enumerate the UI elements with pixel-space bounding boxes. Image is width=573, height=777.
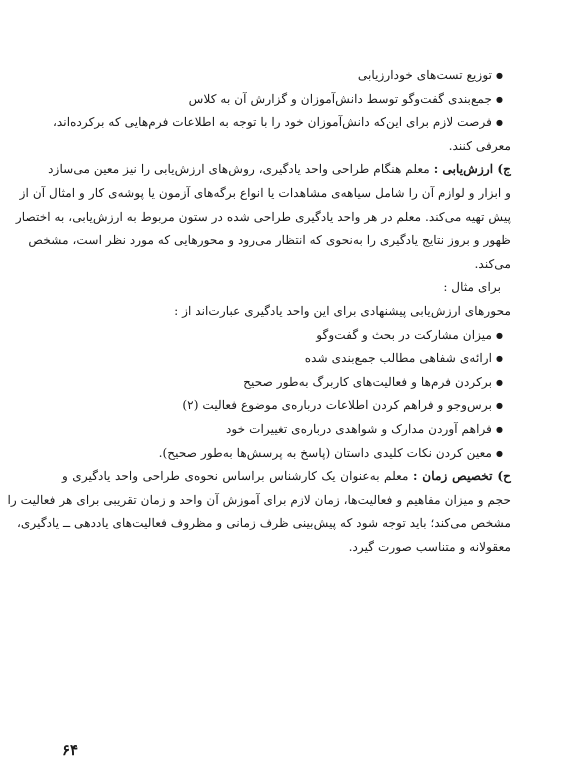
criteria-item: ● برس‌وجو و فراهم کردن اطلاعات درباره‌ی موضوع فعالیت (۲) <box>62 394 511 418</box>
paragraph-line: می‌کند. <box>474 256 511 271</box>
section-evaluation <box>48 158 511 182</box>
section-heading-evaluation: ج) ارزش‌یابی : <box>433 162 511 177</box>
paragraph-line: معقولانه و متناسب صورت گیرد. <box>348 539 511 554</box>
bullet-item: ● فرصت لازم برای این‌که دانش‌آموزان خود را با توجه به اطلاعات فرم‌هایی که برکرده‌اند، <box>62 111 511 135</box>
example-intro: برای مثال : <box>443 280 501 295</box>
criteria-item: ● برکردن فرم‌ها و فعالیت‌های کاربرگ به‌طور صحیح <box>62 371 511 395</box>
criteria-item: ● فراهم آوردن مدارک و شواهدی درباره‌ی تغییرات خود <box>62 418 511 442</box>
bullet-item: ● توزیع تست‌های خودارزیابی <box>62 64 511 88</box>
paragraph-line: معرفی کنند. <box>448 138 511 153</box>
bullet-item: ● جمع‌بندی گفت‌وگو توسط دانش‌آموزان و گزارش آن به کلاس <box>62 88 511 112</box>
paragraph-line: پیش تهیه می‌کند. معلم در هر واحد یادگیری طراحی شده در ستون مربوط به ارزش‌یابی، به اختصار <box>15 209 511 224</box>
criteria-item: ● میزان مشارکت در بحث و گفت‌وگو <box>62 324 511 348</box>
page-number: ۶۴ <box>62 741 79 759</box>
example-line: محورهای ارزش‌یابی پیشنهادی برای این واحد یادگیری عبارت‌اند از : <box>174 303 511 318</box>
criteria-item: ● معین کردن نکات کلیدی داستان (پاسخ به پرسش‌ها به‌طور صحیح). <box>62 442 511 466</box>
section-heading-time: ح) تخصیص زمان : <box>413 469 511 484</box>
paragraph-line: حجم و میزان مفاهیم و فعالیت‌ها، زمان لازم برای آموزش آن واحد و زمان تقریبی برای هر فعالیت را <box>7 492 511 507</box>
page-body <box>7 64 511 559</box>
criteria-item: ● ارائه‌ی شفاهی مطالب جمع‌بندی شده <box>62 347 511 371</box>
paragraph-line: مشخص می‌کند؛ باید توجه شود که پیش‌بینی ظرف زمانی و مظروف فعالیت‌های یاددهی ــ یادگیری، <box>16 516 511 531</box>
paragraph-line: و ابزار و لوازم آن را شامل سیاهه‌ی مشاهدات یا انواع برگه‌های آزمون یا پوشه‌ی کار و امثال آن از <box>19 185 511 200</box>
paragraph-line: معلم به‌عنوان یک کارشناس براساس نحوه‌ی طراحی واحد یادگیری و <box>62 469 413 484</box>
section-time-allocation <box>62 465 511 489</box>
paragraph-line: ظهور و بروز نتایج یادگیری را به‌نحوی که انتظار می‌رود و محورهایی که مورد نظر است، مشخص <box>28 233 511 248</box>
paragraph-line: معلم هنگام طراحی واحد یادگیری، روش‌های ارزش‌یابی را نیز معین می‌سازد <box>48 162 434 177</box>
